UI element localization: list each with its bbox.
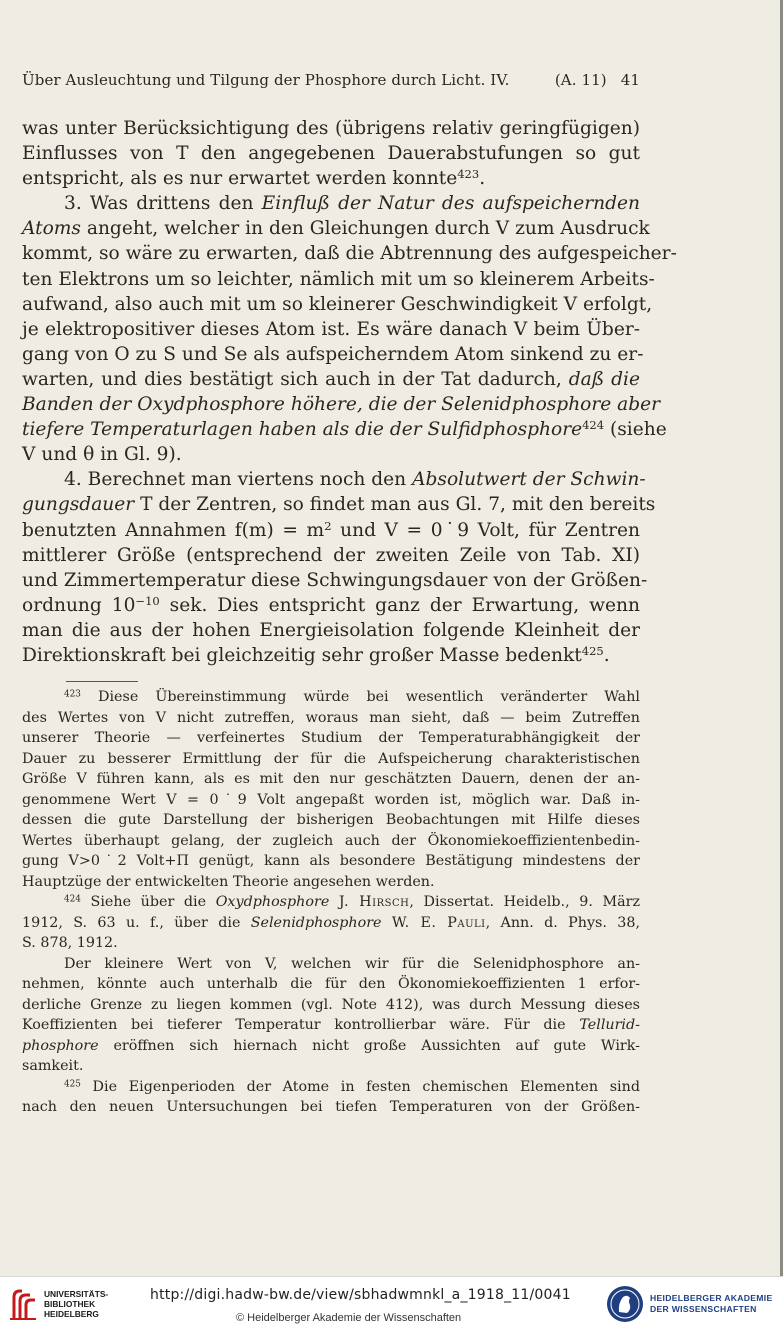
text-line: warten, und dies bestätigt sich auch in der Tat dadurch, daß die [22,368,641,390]
page-number: 41 [620,71,640,89]
text-line: Direktionskraft bei gleichzeitig sehr großer Masse bedenkt$^{425}$. [22,644,610,666]
text-line: je elektropositiver dieses Atom ist. Es wäre danach V beim Über- [22,318,640,340]
text-line: was unter Berücksichtigung des (übrigens relativ geringfügigen) [22,118,640,139]
text-line: ten Elektrons um so leichter, nämlich mit um so kleinerem Arbeits- [22,268,655,290]
academy-seal-icon [606,1285,644,1323]
text-line: Atoms angeht, welcher in den Gleichungen durch V zum Ausdruck [22,218,650,240]
text-line: 4. Berechnet man viertens noch den Absolutwert der Schwin- [64,469,646,491]
footnote-line: phosphore eröffnen sich hiernach nicht große Aussichten auf gute Wirk- [22,1037,640,1054]
footnote-line: unserer Theorie — verfeinertes Studium der Temperaturabhängigkeit der [22,730,640,746]
text-line: kommt, so wäre zu erwarten, daß die Abtrennung des aufgespeicher- [22,243,677,265]
running-header [22,71,640,89]
text-line: gang von O zu S und Se als aufspeicherndem Atom sinkend zu er- [22,343,644,365]
copyright-notice: © Heidelberger Akademie der Wissenschaften [236,1312,462,1324]
ub-heidelberg-mark-icon [8,1287,38,1321]
text-line: mittlerer Größe (entsprechend der zweiten Zeile von Tab. XI) [22,544,640,566]
ub-logo-text: UNIVERSITÄTS- BIBLIOTHEK HEIDELBERG [44,1289,109,1319]
footnote-divider [66,681,138,682]
footnote-number: 424 [64,894,81,905]
viewer-footer [0,1276,783,1330]
main-text [22,116,677,668]
text-line: tiefere Temperaturlagen haben als die der Sulfidphosphore$^{424}$ (siehe [22,418,667,441]
footnote-line: Koeffizienten bei tieferer Temperatur kontrollierbar wäre. Für die Tellurid- [22,1017,640,1033]
footnote-line: nehmen, könnte auch unterhalb die für den Ökonomiekoeffizienten 1 erfor- [22,976,640,992]
text-line: man die aus der hohen Energieisolation folgende Kleinheit der [22,619,640,641]
footnote-number: 423 [64,689,81,700]
footnote-line: Hauptzüge der entwickelten Theorie angesehen werden. [22,873,435,890]
footnote-line: dessen die gute Darstellung der bisherigen Beobachtungen mit Hilfe dieses [22,812,640,828]
footnote-line: S. 878, 1912. [22,935,118,951]
footnote-line: Dauer zu besserer Ermittlung der für die Aufspeicherung charakteristischen [22,750,640,767]
footnote-number: 425 [64,1079,81,1090]
footnote-line: derliche Grenze zu liegen kommen (vgl. Note 412), was durch Messung dieses [22,996,640,1013]
footnotes [22,687,640,1118]
footnote-ref[interactable]: 425 [581,644,604,659]
hadw-logo-text: HEIDELBERGER AKADEMIE DER WISSENSCHAFTEN [650,1293,773,1314]
footnote-line: 1912, S. 63 u. f., über die Selenidphosphore W. E. Pauli, Ann. d. Phys. 38, [22,914,640,931]
footnote-line: des Wertes von V nicht zutreffen, woraus man sieht, daß — beim Zutreffen [22,709,640,726]
text-line: aufwand, also auch mit um so kleinerer Geschwindigkeit V erfolgt, [22,293,653,315]
text-line: benutzten Annahmen $f(m) = m^2$ und V = 0˙9 Volt, für Zentren [22,518,641,541]
footnote-line: gung V>0˙2 Volt+Π genügt, kann als besondere Bestätigung mindestens der [22,853,640,869]
ub-heidelberg-logo[interactable] [8,1285,148,1323]
footnote-line: nach den neuen Untersuchungen bei tiefen Temperaturen von der Größen- [22,1099,640,1115]
footnote-ref[interactable]: 424 [582,418,605,433]
hadw-logo[interactable] [606,1283,778,1325]
footnote-line: $^{423}$ Diese Übereinstimmung würde bei wesentlich veränderter Wahl [64,689,640,705]
text-line: entspricht, als es nur erwartet werden konnte$^{423}$. [22,167,486,190]
text-line: gungsdauer T der Zentren, so findet man aus Gl. 7, mit den bereits [22,494,656,516]
footnote-line: genommene Wert V = 0˙9 Volt angepaßt worden ist, möglich war. Daß in- [22,791,640,808]
text-line: ordnung $10^{-10}$ sek. Dies entspricht ganz der Erwartung, wenn [22,594,640,616]
footnote-line: $^{425}$ Die Eigenperioden der Atome in festen chemischen Elementen sind [64,1078,640,1095]
footnote-line: Wertes überhaupt gelang, der zugleich auch der Ökonomiekoeffizientenbedin- [22,832,640,849]
footnote-ref[interactable]: 423 [457,167,480,182]
text-line: V und θ in Gl. 9). [22,444,182,466]
permalink-url[interactable]: http://digi.hadw-bw.de/view/sbhadwmnkl_a_1918_11/0041 [150,1287,571,1303]
text-line: Banden der Oxydphosphore höhere, die der Selenidphosphore aber [22,394,661,416]
text-line: und Zimmertemperatur diese Schwingungsdauer von der Größen- [22,569,648,591]
footnote-line: Der kleinere Wert von V, welchen wir für die Selenidphosphore an- [64,955,640,972]
footnote-line: samkeit. [22,1058,84,1074]
header-title: Über Ausleuchtung und Tilgung der Phosphore durch Licht. IV. [22,71,510,89]
text-line: 3. Was drittens den Einfluß der Natur des aufspeichernden [64,193,640,215]
text-line: Einflusses von T den angegebenen Dauerabstufungen so gut [22,143,640,165]
footnote-line: $^{424}$ Siehe über die Oxydphosphore J. Hirsch, Dissertat. Heidelb., 9. März [64,894,640,910]
footnote-line: Größe V führen kann, als es mit den nur geschätzten Dauern, denen der an- [22,771,640,787]
header-section: (A. 11) [554,71,607,89]
